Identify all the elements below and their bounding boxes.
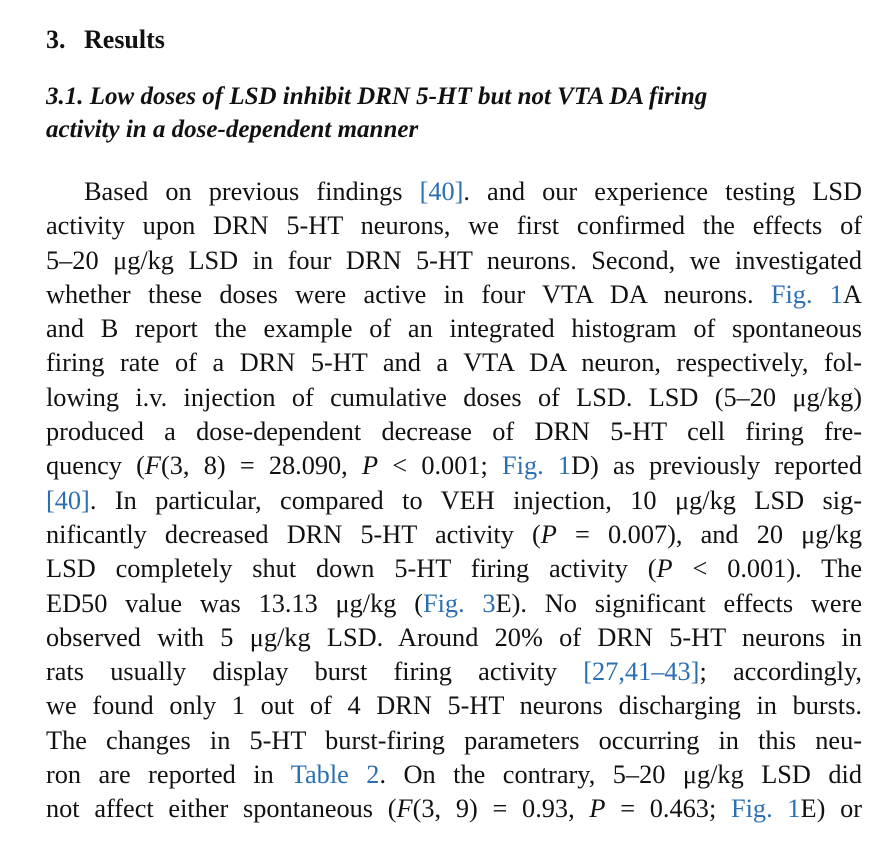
citation-link[interactable]: [40] — [419, 177, 464, 206]
paragraph-line — [46, 449, 862, 483]
figure-link[interactable]: Fig. 1 — [502, 451, 572, 481]
text-run: ron are reported in — [46, 760, 291, 790]
paragraph-line: produced a dose-dependent decrease of DRN 5-HT cell firing fre- — [46, 417, 862, 447]
paragraph-line — [46, 758, 862, 792]
citation-link[interactable]: [40] — [46, 485, 90, 515]
paragraph-line — [46, 792, 862, 826]
text-run: < 0.001; — [378, 451, 503, 481]
section-heading — [46, 24, 862, 56]
text-run: . In particular, compared to VEH injection, 10 μg/kg LSD sig- — [89, 485, 862, 515]
paragraph-line: lowing i.v. injection of cumulative doses of LSD. LSD (5–20 μg/kg) — [46, 382, 862, 412]
stat-symbol: P — [656, 554, 673, 584]
subsection-heading — [46, 80, 862, 146]
text-run: ED50 value was 13.13 μg/kg ( — [46, 588, 423, 618]
text-run: whether these doses were active in four VTA DA neurons. — [46, 279, 771, 309]
stat-symbol: F — [396, 794, 413, 824]
section-number: 3. — [46, 25, 66, 54]
paragraph-line — [46, 484, 862, 518]
text-run: D) as previously reported — [571, 451, 862, 481]
figure-link[interactable]: Fig. 1 — [770, 279, 843, 309]
text-run: (3, 8) = 28.090, — [161, 451, 362, 481]
text-run: not affect either spontaneous ( — [46, 794, 397, 824]
text-run: LSD completely shut down 5-HT firing activity ( — [46, 554, 657, 584]
results-paragraph — [46, 175, 862, 827]
table-link[interactable]: Table 2 — [290, 760, 380, 790]
subsection-title-line-2: activity in a dose-dependent manner — [46, 116, 419, 143]
text-run: quency ( — [46, 451, 145, 481]
paragraph-line: and B report the example of an integrated histogram of spontaneous — [46, 314, 862, 344]
text-run: Based on previous findings — [84, 177, 420, 206]
paragraph-line — [46, 552, 862, 586]
text-run: E). No significant effects were — [495, 588, 862, 618]
stat-symbol: P — [589, 794, 606, 824]
paragraph-line — [46, 518, 862, 552]
subsection-title-line-1: 3.1. Low doses of LSD inhibit DRN 5-HT but not VTA DA firing — [46, 83, 708, 110]
paragraph-line — [46, 278, 862, 312]
text-run: < 0.001). The — [672, 554, 862, 584]
citation-link[interactable]: [27,41–43] — [583, 657, 700, 687]
paragraph-line — [46, 587, 862, 621]
stat-symbol: P — [540, 519, 557, 549]
figure-link[interactable]: Fig. 3 — [422, 588, 496, 618]
text-run: . On the contrary, 5–20 μg/kg LSD did — [379, 760, 863, 790]
text-run: nificantly decreased DRN 5-HT activity ( — [46, 519, 541, 549]
section-title: Results — [84, 25, 165, 54]
paragraph-line — [46, 175, 862, 209]
paragraph-line: The changes in 5-HT burst-firing parameters occurring in this neu- — [46, 725, 862, 755]
paragraph-line: we found only 1 out of 4 DRN 5-HT neurons discharging in bursts. — [46, 691, 862, 721]
text-run: A — [842, 279, 862, 309]
stat-symbol: F — [144, 451, 161, 481]
article-page — [46, 24, 862, 827]
paragraph-line: observed with 5 μg/kg LSD. Around 20% of DRN 5-HT neurons in — [46, 622, 862, 652]
stat-symbol: P — [361, 451, 379, 481]
paragraph-line: firing rate of a DRN 5-HT and a VTA DA neuron, respectively, fol- — [46, 348, 862, 378]
paragraph-line: 5–20 μg/kg LSD in four DRN 5-HT neurons. Second, we investigated — [46, 245, 862, 275]
text-run: = 0.007), and 20 μg/kg — [556, 519, 862, 549]
text-run: (3, 9) = 0.93, — [412, 794, 590, 824]
paragraph-line: activity upon DRN 5-HT neurons, we first confirmed the effects of — [46, 211, 862, 241]
text-run: E) or — [800, 794, 862, 824]
text-run: ; accordingly, — [699, 657, 862, 687]
text-run: = 0.463; — [605, 794, 731, 824]
paragraph-line — [46, 655, 862, 689]
text-run: . and our experience testing LSD — [463, 177, 862, 206]
figure-link[interactable]: Fig. 1 — [730, 794, 801, 824]
text-run: rats usually display burst firing activity — [46, 657, 584, 687]
